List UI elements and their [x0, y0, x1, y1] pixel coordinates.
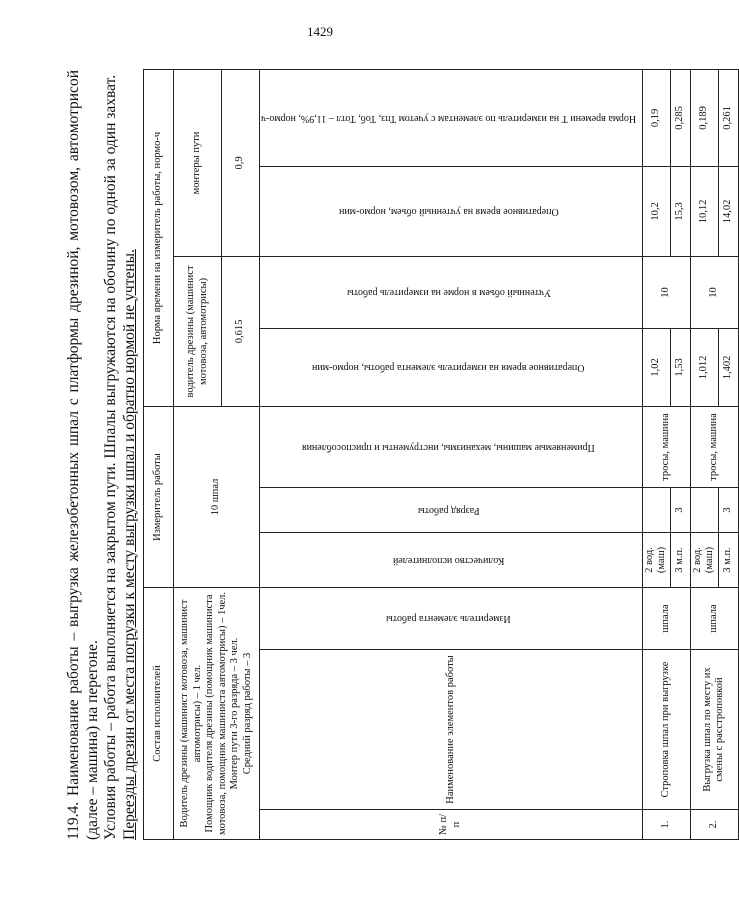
col-machines-header: Применяемые машины, механизмы, инструменты и приспособления [302, 441, 595, 453]
row-num: 1. [642, 810, 690, 840]
crew-list [174, 588, 260, 840]
row-op-time: 1,02 [642, 328, 670, 406]
row-count: 3 м.п. [718, 533, 738, 588]
row-machines: тросы, машина [690, 406, 738, 487]
col-op-volume-header: Оперативное время на учтенный объем, нормо-мин [338, 206, 559, 218]
row-name: Выгрузка шпал по месту их смены с расстроповкой [690, 650, 738, 810]
col-name-header: Наименование элементов работы [260, 650, 643, 810]
col-norm-header: Норма времени Т на измеритель по элементам с учетом Тпз, Тоб, Тотл – 11,9%, нормо-ч [261, 112, 637, 124]
crew-line: Помощник водителя дрезины (помощник машиниста мотовоза, помощник машиниста автомотрисы) – 1чел. [204, 591, 228, 836]
row-grade: 3 [670, 488, 690, 533]
driver-header: водитель дрезины (машинист мотовоза, автомотрисы) [174, 256, 222, 406]
row-volume: 10 [690, 256, 738, 328]
row-num: 2. [690, 810, 738, 840]
driver-norm: 0,615 [222, 256, 260, 406]
row-unit: шпала [690, 588, 738, 650]
rotated-sheet [65, 70, 733, 840]
table-row [642, 69, 670, 839]
row-op-time: 1,402 [718, 328, 738, 406]
col-op-time-header: Оперативное время на измеритель элемента работы, нормо-мин [312, 362, 585, 374]
row-norm: 0,261 [718, 69, 738, 166]
col-volume-header: Учтенный объем в норме на измеритель работы [346, 287, 551, 299]
track-norm: 0,9 [222, 69, 260, 256]
row-norm: 0,189 [690, 69, 718, 166]
crew-line: Средний разряд работы – 3 [241, 652, 253, 775]
row-machines: тросы, машина [642, 406, 690, 487]
row-count: 2 вод. (маш) [690, 533, 718, 588]
meter-header: Измеритель работы [144, 406, 174, 587]
crew-header: Состав исполнителей [144, 588, 174, 840]
page-number: 1429 [307, 24, 333, 39]
row-grade [690, 488, 718, 533]
row-norm: 0,19 [642, 69, 670, 166]
row-name: Строповка шпал при выгрузке [642, 650, 690, 810]
row-op-volume: 10,2 [642, 166, 670, 256]
track-header: монтеры пути [174, 69, 222, 256]
col-num-header: № п/п [260, 810, 643, 840]
row-op-time: 1,012 [690, 328, 718, 406]
row-grade: 3 [718, 488, 738, 533]
row-count: 3 м.п. [670, 533, 690, 588]
row-grade [642, 488, 670, 533]
work-transit-note: Переезды дрезин от места погрузки к месту выгрузки шпал и обратно нормой не учтены. [120, 249, 138, 840]
work-heading: 119.4. Наименование работы – выгрузка железобетонных шпал с платформы дрезиной, мотовозом, автомотрисой (далее – машина) на перегоне. [65, 70, 101, 840]
row-op-volume: 10,12 [690, 166, 718, 256]
row-op-volume: 14,02 [718, 166, 738, 256]
intro-block [65, 70, 140, 840]
norm-header: Норма времени на измеритель работы, нормо-ч [144, 69, 174, 406]
row-op-time: 1,53 [670, 328, 690, 406]
norm-table [143, 69, 739, 840]
row-op-volume: 15,3 [670, 166, 690, 256]
col-unit-header: Измеритель элемента работы [386, 613, 511, 625]
crew-line: Водитель дрезины (машинист мотовоза, машинист автомотрисы) – 1 чел. [179, 599, 203, 828]
row-count: 2 вод. (маш) [642, 533, 670, 588]
row-volume: 10 [642, 256, 690, 328]
col-count-header: Количество исполнителей [392, 555, 505, 566]
row-norm: 0,285 [670, 69, 690, 166]
col-grade-header: Разряд работы [417, 505, 480, 516]
row-unit: шпала [642, 588, 690, 650]
table-row [690, 69, 718, 839]
meter-value: 10 шпал [174, 406, 260, 587]
crew-line: Монтер пути 3-го разряда – 3 чел. [229, 637, 240, 790]
work-conditions: Условия работы – работа выполняется на закрытом пути. Шпалы выгружаются на обочину по одной за один захват. [102, 74, 119, 840]
